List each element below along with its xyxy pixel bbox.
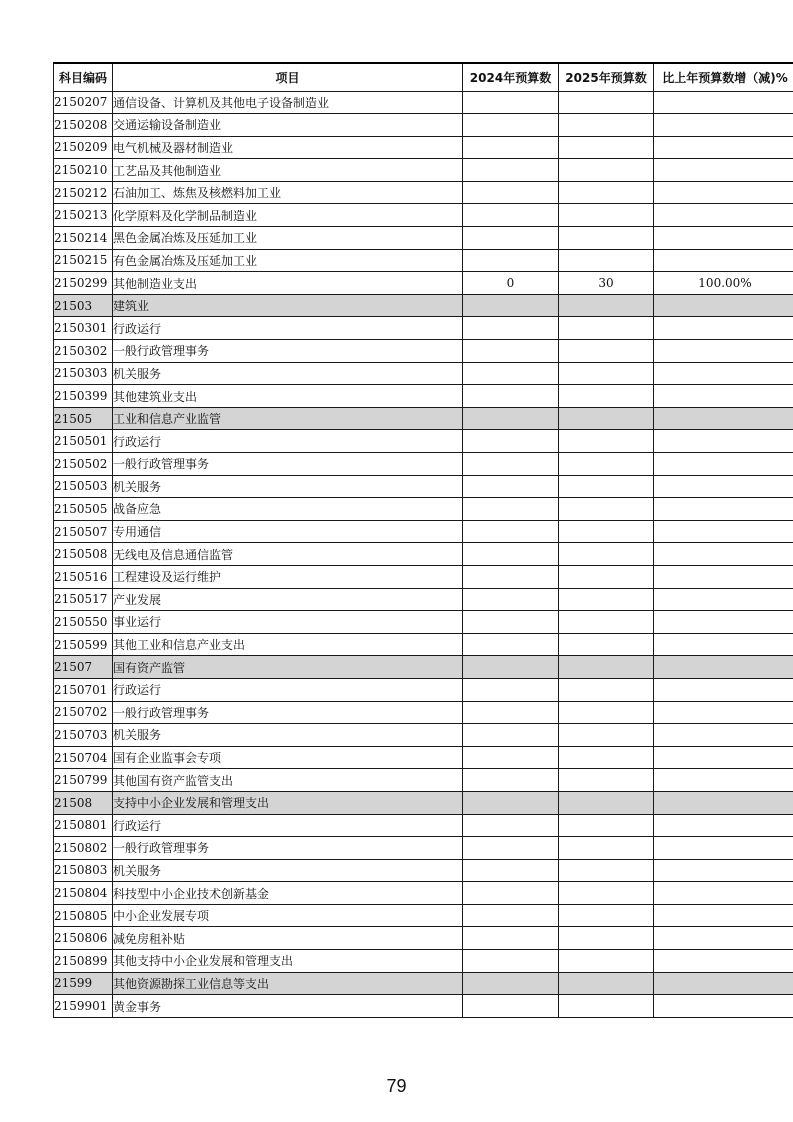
cell-budget-2025	[559, 385, 654, 408]
cell-budget-2024	[463, 453, 559, 476]
cell-budget-2024	[463, 407, 559, 430]
cell-code: 2150212	[54, 181, 113, 204]
cell-code: 2150502	[54, 453, 113, 476]
cell-change	[654, 633, 793, 656]
cell-budget-2025	[559, 543, 654, 566]
cell-change	[654, 362, 793, 385]
cell-code: 2150302	[54, 340, 113, 363]
cell-budget-2025	[559, 859, 654, 882]
cell-budget-2025	[559, 633, 654, 656]
cell-code: 21508	[54, 791, 113, 814]
cell-item-name: 其他资源勘探工业信息等支出	[113, 972, 463, 995]
cell-budget-2024: 0	[463, 272, 559, 295]
cell-budget-2024	[463, 611, 559, 634]
cell-code: 2150503	[54, 475, 113, 498]
cell-code: 2150508	[54, 543, 113, 566]
cell-budget-2024	[463, 882, 559, 905]
category-row	[54, 294, 793, 317]
cell-budget-2024	[463, 317, 559, 340]
table-row	[54, 272, 793, 295]
cell-budget-2024	[463, 430, 559, 453]
cell-change	[654, 430, 793, 453]
page-number: 79	[386, 1076, 407, 1096]
cell-budget-2025	[559, 769, 654, 792]
cell-item-name: 机关服务	[113, 724, 463, 747]
cell-item-name: 无线电及信息通信监管	[113, 543, 463, 566]
table-row	[54, 159, 793, 182]
table-row	[54, 453, 793, 476]
cell-change	[654, 678, 793, 701]
cell-budget-2024	[463, 656, 559, 679]
cell-item-name: 通信设备、计算机及其他电子设备制造业	[113, 91, 463, 114]
cell-item-name: 有色金属冶炼及压延加工业	[113, 249, 463, 272]
cell-budget-2025	[559, 791, 654, 814]
cell-item-name: 国有企业监事会专项	[113, 746, 463, 769]
cell-code: 2150804	[54, 882, 113, 905]
header-item: 项目	[113, 63, 463, 91]
cell-budget-2025	[559, 656, 654, 679]
header-code: 科目编码	[54, 63, 113, 91]
cell-code: 2150803	[54, 859, 113, 882]
cell-budget-2024	[463, 633, 559, 656]
cell-change	[654, 701, 793, 724]
cell-budget-2025	[559, 227, 654, 250]
cell-budget-2024	[463, 543, 559, 566]
cell-budget-2024	[463, 791, 559, 814]
table-row	[54, 475, 793, 498]
cell-code: 2150207	[54, 91, 113, 114]
table-row	[54, 543, 793, 566]
cell-code: 2150802	[54, 837, 113, 860]
cell-budget-2024	[463, 114, 559, 137]
cell-budget-2025	[559, 430, 654, 453]
cell-code: 2150899	[54, 950, 113, 973]
cell-budget-2025	[559, 588, 654, 611]
cell-item-name: 工程建设及运行维护	[113, 565, 463, 588]
cell-budget-2024	[463, 724, 559, 747]
table-row	[54, 181, 793, 204]
cell-item-name: 一般行政管理事务	[113, 701, 463, 724]
cell-change	[654, 791, 793, 814]
cell-code: 21505	[54, 407, 113, 430]
cell-code: 2150806	[54, 927, 113, 950]
cell-change	[654, 407, 793, 430]
cell-item-name: 石油加工、炼焦及核燃料加工业	[113, 181, 463, 204]
cell-item-name: 产业发展	[113, 588, 463, 611]
cell-item-name: 国有资产监管	[113, 656, 463, 679]
cell-change	[654, 249, 793, 272]
cell-item-name: 专用通信	[113, 520, 463, 543]
cell-budget-2024	[463, 904, 559, 927]
table-row	[54, 498, 793, 521]
cell-change	[654, 159, 793, 182]
cell-budget-2024	[463, 859, 559, 882]
cell-item-name: 其他支持中小企业发展和管理支出	[113, 950, 463, 973]
cell-budget-2025	[559, 724, 654, 747]
cell-change	[654, 498, 793, 521]
cell-budget-2025	[559, 498, 654, 521]
table-row	[54, 995, 793, 1018]
cell-change: 100.00%	[654, 272, 793, 295]
table-row	[54, 837, 793, 860]
cell-code: 2150507	[54, 520, 113, 543]
header-budget-2025: 2025年预算数	[559, 63, 654, 91]
cell-change	[654, 227, 793, 250]
table-row	[54, 91, 793, 114]
cell-change	[654, 475, 793, 498]
cell-change	[654, 114, 793, 137]
cell-item-name: 科技型中小企业技术创新基金	[113, 882, 463, 905]
cell-item-name: 机关服务	[113, 475, 463, 498]
cell-item-name: 电气机械及器材制造业	[113, 136, 463, 159]
table-row	[54, 701, 793, 724]
cell-budget-2025	[559, 837, 654, 860]
cell-change	[654, 904, 793, 927]
cell-budget-2024	[463, 837, 559, 860]
table-row	[54, 227, 793, 250]
cell-budget-2025	[559, 950, 654, 973]
cell-budget-2024	[463, 498, 559, 521]
cell-budget-2024	[463, 678, 559, 701]
cell-budget-2025	[559, 362, 654, 385]
cell-budget-2024	[463, 249, 559, 272]
cell-change	[654, 520, 793, 543]
cell-code: 2150213	[54, 204, 113, 227]
cell-code: 2150516	[54, 565, 113, 588]
cell-code: 2159901	[54, 995, 113, 1018]
cell-item-name: 一般行政管理事务	[113, 340, 463, 363]
cell-budget-2024	[463, 995, 559, 1018]
cell-item-name: 其他制造业支出	[113, 272, 463, 295]
cell-code: 2150299	[54, 272, 113, 295]
cell-item-name: 行政运行	[113, 317, 463, 340]
category-row	[54, 972, 793, 995]
cell-code: 2150208	[54, 114, 113, 137]
cell-item-name: 机关服务	[113, 859, 463, 882]
cell-change	[654, 746, 793, 769]
cell-code: 2150301	[54, 317, 113, 340]
cell-budget-2024	[463, 950, 559, 973]
cell-budget-2024	[463, 340, 559, 363]
cell-budget-2025	[559, 204, 654, 227]
cell-budget-2025	[559, 746, 654, 769]
cell-budget-2025	[559, 181, 654, 204]
cell-code: 21503	[54, 294, 113, 317]
cell-item-name: 其他国有资产监管支出	[113, 769, 463, 792]
cell-change	[654, 453, 793, 476]
table-row	[54, 769, 793, 792]
table-row	[54, 204, 793, 227]
cell-code: 2150501	[54, 430, 113, 453]
table-row	[54, 317, 793, 340]
cell-code: 2150505	[54, 498, 113, 521]
cell-change	[654, 91, 793, 114]
cell-budget-2025	[559, 114, 654, 137]
cell-code: 2150702	[54, 701, 113, 724]
cell-code: 2150517	[54, 588, 113, 611]
cell-budget-2024	[463, 385, 559, 408]
cell-code: 2150703	[54, 724, 113, 747]
cell-code: 2150805	[54, 904, 113, 927]
cell-change	[654, 385, 793, 408]
cell-item-name: 减免房租补贴	[113, 927, 463, 950]
cell-change	[654, 543, 793, 566]
cell-change	[654, 656, 793, 679]
cell-item-name: 工业和信息产业监管	[113, 407, 463, 430]
table-row	[54, 746, 793, 769]
cell-code: 2150550	[54, 611, 113, 634]
cell-budget-2025	[559, 453, 654, 476]
cell-budget-2024	[463, 204, 559, 227]
cell-change	[654, 588, 793, 611]
table-row	[54, 611, 793, 634]
cell-budget-2025	[559, 678, 654, 701]
cell-code: 2150209	[54, 136, 113, 159]
table-row	[54, 814, 793, 837]
cell-change	[654, 972, 793, 995]
category-row	[54, 791, 793, 814]
cell-change	[654, 317, 793, 340]
cell-change	[654, 181, 793, 204]
table-row	[54, 927, 793, 950]
cell-budget-2025	[559, 927, 654, 950]
cell-item-name: 其他建筑业支出	[113, 385, 463, 408]
cell-budget-2024	[463, 520, 559, 543]
cell-item-name: 黄金事务	[113, 995, 463, 1018]
cell-item-name: 其他工业和信息产业支出	[113, 633, 463, 656]
cell-change	[654, 769, 793, 792]
table-row	[54, 249, 793, 272]
cell-change	[654, 724, 793, 747]
cell-item-name: 交通运输设备制造业	[113, 114, 463, 137]
cell-item-name: 一般行政管理事务	[113, 453, 463, 476]
cell-change	[654, 950, 793, 973]
table-row	[54, 859, 793, 882]
cell-code: 21507	[54, 656, 113, 679]
cell-budget-2025	[559, 159, 654, 182]
cell-item-name: 支持中小企业发展和管理支出	[113, 791, 463, 814]
table-row	[54, 565, 793, 588]
cell-change	[654, 927, 793, 950]
cell-change	[654, 294, 793, 317]
table-row	[54, 340, 793, 363]
table-row	[54, 588, 793, 611]
cell-code: 2150801	[54, 814, 113, 837]
cell-code: 2150303	[54, 362, 113, 385]
cell-budget-2025	[559, 565, 654, 588]
cell-budget-2025	[559, 91, 654, 114]
cell-budget-2025	[559, 701, 654, 724]
table-row	[54, 950, 793, 973]
cell-change	[654, 814, 793, 837]
cell-item-name: 行政运行	[113, 814, 463, 837]
category-row	[54, 656, 793, 679]
cell-budget-2025	[559, 995, 654, 1018]
cell-change	[654, 565, 793, 588]
cell-budget-2025	[559, 611, 654, 634]
cell-budget-2025	[559, 249, 654, 272]
cell-budget-2024	[463, 181, 559, 204]
cell-budget-2025	[559, 317, 654, 340]
cell-code: 2150215	[54, 249, 113, 272]
cell-code: 2150799	[54, 769, 113, 792]
cell-budget-2025	[559, 294, 654, 317]
cell-budget-2024	[463, 294, 559, 317]
cell-budget-2024	[463, 972, 559, 995]
category-row	[54, 407, 793, 430]
cell-budget-2024	[463, 475, 559, 498]
table-row	[54, 724, 793, 747]
cell-code: 2150599	[54, 633, 113, 656]
table-body	[54, 91, 793, 1017]
cell-budget-2024	[463, 769, 559, 792]
cell-budget-2024	[463, 565, 559, 588]
cell-item-name: 机关服务	[113, 362, 463, 385]
cell-budget-2025	[559, 136, 654, 159]
cell-budget-2024	[463, 814, 559, 837]
table-row	[54, 678, 793, 701]
cell-item-name: 事业运行	[113, 611, 463, 634]
cell-change	[654, 995, 793, 1018]
budget-table	[53, 62, 793, 1018]
cell-budget-2025	[559, 407, 654, 430]
cell-budget-2025	[559, 972, 654, 995]
cell-budget-2025	[559, 882, 654, 905]
table-row	[54, 520, 793, 543]
cell-item-name: 建筑业	[113, 294, 463, 317]
table-row	[54, 430, 793, 453]
cell-change	[654, 859, 793, 882]
cell-item-name: 行政运行	[113, 678, 463, 701]
cell-item-name: 战备应急	[113, 498, 463, 521]
cell-budget-2024	[463, 746, 559, 769]
cell-budget-2024	[463, 91, 559, 114]
cell-budget-2024	[463, 159, 559, 182]
cell-budget-2025	[559, 340, 654, 363]
cell-change	[654, 611, 793, 634]
cell-code: 2150704	[54, 746, 113, 769]
cell-item-name: 一般行政管理事务	[113, 837, 463, 860]
cell-code: 2150399	[54, 385, 113, 408]
cell-code: 2150214	[54, 227, 113, 250]
cell-change	[654, 340, 793, 363]
cell-budget-2024	[463, 227, 559, 250]
table-row	[54, 633, 793, 656]
cell-budget-2024	[463, 701, 559, 724]
cell-item-name: 工艺品及其他制造业	[113, 159, 463, 182]
table-row	[54, 114, 793, 137]
cell-item-name: 中小企业发展专项	[113, 904, 463, 927]
table-row	[54, 385, 793, 408]
cell-budget-2025	[559, 520, 654, 543]
cell-budget-2025	[559, 475, 654, 498]
cell-item-name: 黑色金属冶炼及压延加工业	[113, 227, 463, 250]
table-row	[54, 882, 793, 905]
cell-change	[654, 136, 793, 159]
cell-budget-2025	[559, 904, 654, 927]
cell-change	[654, 837, 793, 860]
header-change: 比上年预算数增（减)%	[654, 63, 793, 91]
cell-budget-2024	[463, 927, 559, 950]
table-row	[54, 362, 793, 385]
cell-budget-2025: 30	[559, 272, 654, 295]
cell-budget-2024	[463, 136, 559, 159]
cell-code: 2150210	[54, 159, 113, 182]
table-row	[54, 904, 793, 927]
cell-budget-2024	[463, 362, 559, 385]
header-row	[54, 63, 793, 91]
header-budget-2024: 2024年预算数	[463, 63, 559, 91]
cell-code: 2150701	[54, 678, 113, 701]
table-row	[54, 136, 793, 159]
cell-budget-2024	[463, 588, 559, 611]
cell-code: 21599	[54, 972, 113, 995]
cell-item-name: 化学原料及化学制品制造业	[113, 204, 463, 227]
cell-change	[654, 882, 793, 905]
cell-change	[654, 204, 793, 227]
cell-budget-2025	[559, 814, 654, 837]
cell-item-name: 行政运行	[113, 430, 463, 453]
